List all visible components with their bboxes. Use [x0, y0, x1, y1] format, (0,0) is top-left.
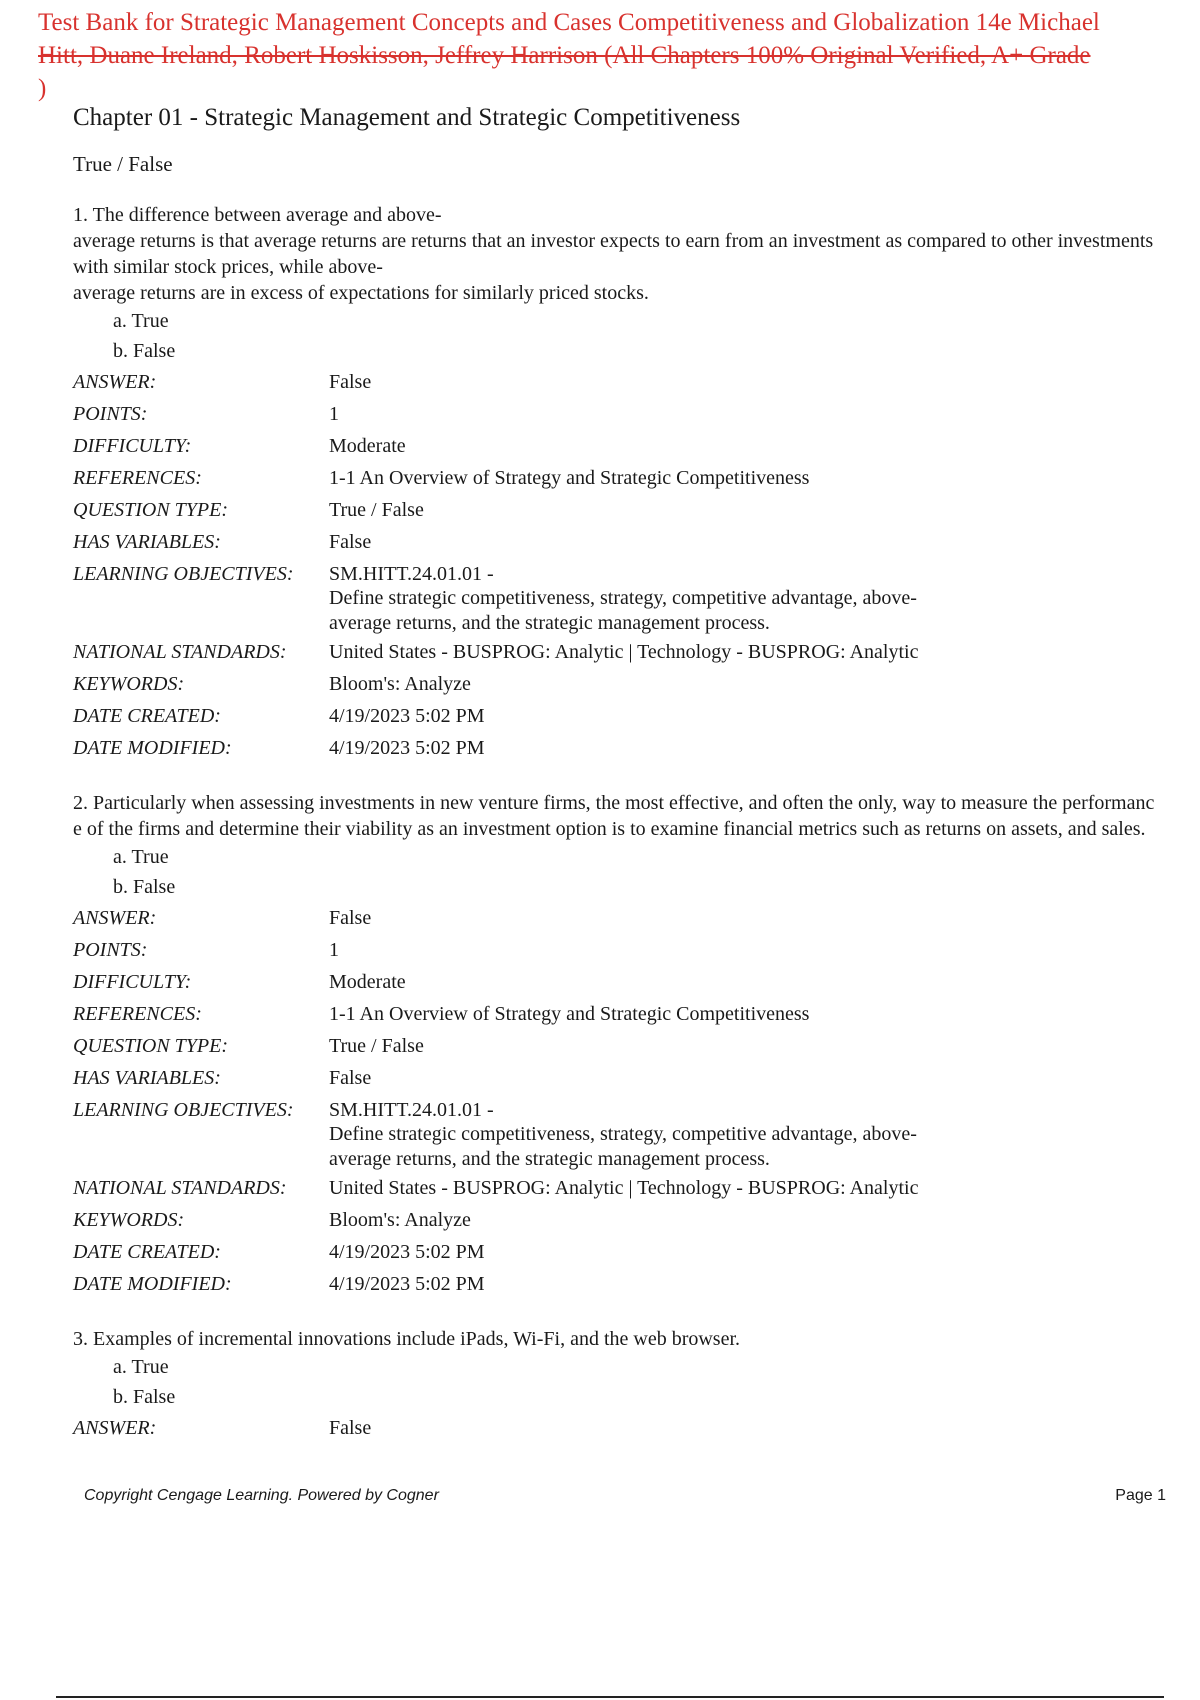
page-footer [84, 1487, 1166, 1505]
answer-value: False [329, 907, 372, 929]
question-type-row [73, 1030, 1163, 1062]
section-type: True / False [73, 152, 173, 176]
choice-b: b. False [113, 340, 176, 362]
learning-objectives-row [73, 1094, 1163, 1172]
difficulty-row [73, 430, 1163, 462]
banner-line-3: ) [38, 75, 47, 102]
choice-a: a. True [113, 1356, 169, 1378]
question-text: 2. Particularly when assessing investments in new venture firms, the most effective, and often the only, way to measure the performance of the firms and determine their viability as an investment option is to examine financial metrics such as returns on assets, and sales. [73, 792, 1155, 840]
question-2 [73, 790, 1163, 1300]
answer-row [73, 902, 1163, 934]
question-3 [73, 1326, 1163, 1444]
difficulty-label: DIFFICULTY: [73, 971, 192, 993]
date-created-label: DATE CREATED: [73, 1241, 221, 1263]
points-row [73, 934, 1163, 966]
references-value: 1-1 An Overview of Strategy and Strategic Competitiveness [329, 1003, 810, 1025]
keywords-value: Bloom's: Analyze [329, 673, 471, 695]
points-value: 1 [329, 939, 339, 961]
bottom-divider [56, 1696, 1164, 1698]
date-created-row [73, 1236, 1163, 1268]
choice-b: b. False [113, 876, 176, 898]
question-type-row [73, 494, 1163, 526]
copyright-text: Copyright Cengage Learning. Powered by Cogner [84, 1487, 439, 1504]
choice-a: a. True [113, 846, 169, 868]
points-value: 1 [329, 403, 339, 425]
keywords-value: Bloom's: Analyze [329, 1209, 471, 1231]
has-variables-label: HAS VARIABLES: [73, 1067, 221, 1089]
page-number: Page 1 [1115, 1487, 1166, 1504]
date-modified-row [73, 1268, 1163, 1300]
has-variables-label: HAS VARIABLES: [73, 531, 221, 553]
points-label: POINTS: [73, 939, 148, 961]
choice-a: a. True [113, 310, 169, 332]
objective-code: SM.HITT.24.01.01 - [329, 563, 494, 585]
national-standards-label: NATIONAL STANDARDS: [73, 641, 287, 663]
references-value: 1-1 An Overview of Strategy and Strategic Competitiveness [329, 467, 810, 489]
date-created-label: DATE CREATED: [73, 705, 221, 727]
difficulty-row [73, 966, 1163, 998]
national-standards-value: United States - BUSPROG: Analytic | Technology - BUSPROG: Analytic [329, 1177, 919, 1199]
question-text: 1. The difference between average and above- average returns is that average returns are returns that an investor expects to earn from an investment as compared to other investments with similar stock prices, while above- average returns are in excess of expectations for similarly priced stocks. [73, 204, 1154, 304]
difficulty-label: DIFFICULTY: [73, 435, 192, 457]
learning-objectives-value [329, 1094, 1163, 1172]
document-body [73, 100, 1163, 1470]
date-created-value: 4/19/2023 5:02 PM [329, 1241, 485, 1263]
date-created-row [73, 700, 1163, 732]
difficulty-value: Moderate [329, 971, 406, 993]
question-type-label: QUESTION TYPE: [73, 499, 229, 521]
question-type-label: QUESTION TYPE: [73, 1035, 229, 1057]
national-standards-value: United States - BUSPROG: Analytic | Technology - BUSPROG: Analytic [329, 641, 919, 663]
date-modified-row [73, 732, 1163, 764]
learning-objectives-row [73, 558, 1163, 636]
points-row [73, 398, 1163, 430]
banner-line-1: Test Bank for Strategic Management Concepts and Cases Competitiveness and Globalization 14e Michael [38, 9, 1100, 36]
answer-label: ANSWER: [73, 371, 157, 393]
question-1 [73, 202, 1163, 764]
references-label: REFERENCES: [73, 1003, 202, 1025]
answer-row [73, 366, 1163, 398]
has-variables-row [73, 526, 1163, 558]
date-modified-label: DATE MODIFIED: [73, 1273, 232, 1295]
date-modified-value: 4/19/2023 5:02 PM [329, 1273, 485, 1295]
objective-description: Define strategic competitiveness, strategy, competitive advantage, above- average returns, and the strategic management process. [329, 587, 917, 634]
keywords-row [73, 1204, 1163, 1236]
points-label: POINTS: [73, 403, 148, 425]
references-label: REFERENCES: [73, 467, 202, 489]
banner-line-2: Hitt, Duane Ireland, Robert Hoskisson, Jeffrey Harrison (All Chapters 100% Original Verified, A+ Grade [38, 42, 1091, 69]
difficulty-value: Moderate [329, 435, 406, 457]
keywords-label: KEYWORDS: [73, 1209, 185, 1231]
answer-value: False [329, 1417, 372, 1439]
objective-code: SM.HITT.24.01.01 - [329, 1099, 494, 1121]
question-type-value: True / False [329, 499, 424, 521]
has-variables-row [73, 1062, 1163, 1094]
national-standards-row [73, 1172, 1163, 1204]
date-created-value: 4/19/2023 5:02 PM [329, 705, 485, 727]
answer-value: False [329, 371, 372, 393]
answer-label: ANSWER: [73, 1417, 157, 1439]
learning-objectives-value [329, 558, 1163, 636]
learning-objectives-label: LEARNING OBJECTIVES: [73, 563, 294, 585]
references-row [73, 462, 1163, 494]
question-text: 3. Examples of incremental innovations include iPads, Wi-Fi, and the web browser. [73, 1328, 741, 1350]
has-variables-value: False [329, 531, 372, 553]
question-type-value: True / False [329, 1035, 424, 1057]
answer-row [73, 1412, 1163, 1444]
answer-label: ANSWER: [73, 907, 157, 929]
has-variables-value: False [329, 1067, 372, 1089]
objective-description: Define strategic competitiveness, strategy, competitive advantage, above- average returns, and the strategic management process. [329, 1123, 917, 1170]
date-modified-value: 4/19/2023 5:02 PM [329, 737, 485, 759]
learning-objectives-label: LEARNING OBJECTIVES: [73, 1099, 294, 1121]
national-standards-row [73, 636, 1163, 668]
national-standards-label: NATIONAL STANDARDS: [73, 1177, 287, 1199]
date-modified-label: DATE MODIFIED: [73, 737, 232, 759]
keywords-row [73, 668, 1163, 700]
title-banner [38, 6, 1158, 105]
choice-b: b. False [113, 1386, 176, 1408]
chapter-title: Chapter 01 - Strategic Management and Strategic Competitiveness [73, 104, 741, 131]
references-row [73, 998, 1163, 1030]
keywords-label: KEYWORDS: [73, 673, 185, 695]
